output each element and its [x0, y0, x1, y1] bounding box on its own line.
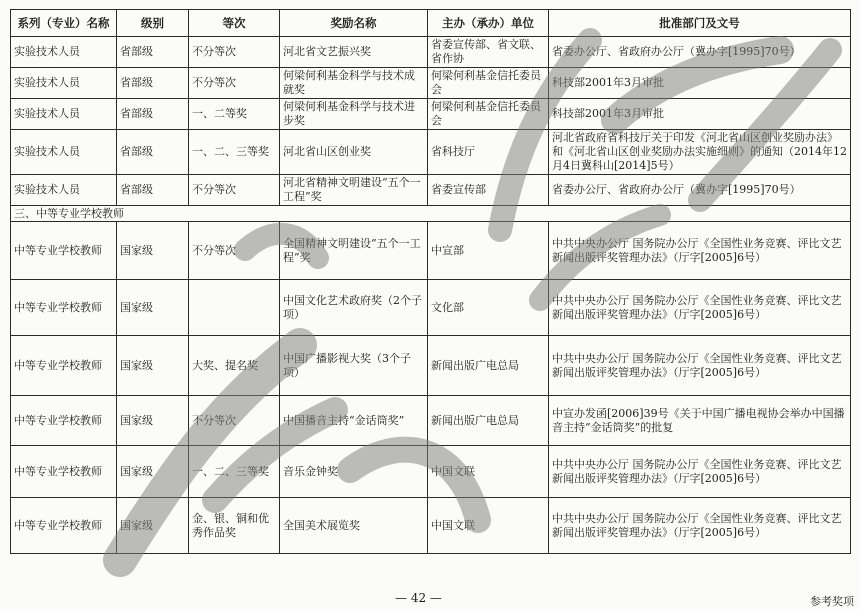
cell-approval: 中宣办发函[2006]39号《关于中国广播电视协会举办中国播音主持“金话筒奖”的批复 [549, 396, 851, 446]
cell-series: 中等专业学校教师 [11, 446, 117, 498]
cell-level: 省部级 [117, 68, 189, 99]
cell-award-name: 河北省文艺振兴奖 [280, 37, 428, 68]
cell-approval: 省委办公厅、省政府办公厅（冀办字[1995]70号） [549, 37, 851, 68]
table-section-header [11, 206, 851, 222]
cell-award-name: 全国美术展览奖 [280, 498, 428, 554]
cell-organizer: 中国文联 [428, 446, 549, 498]
header-row [11, 10, 851, 37]
cell-approval: 中共中央办公厅 国务院办公厅《全国性业务竞赛、评比文艺新闻出版评奖管理办法》（厅字[2005]6号） [549, 498, 851, 554]
cell-award-name: 何梁何利基金科学与技术进步奖 [280, 99, 428, 130]
cell-organizer: 中宣部 [428, 222, 549, 280]
cell-grade: 金、银、铜和优秀作品奖 [189, 498, 280, 554]
cell-award-name: 何梁何利基金科学与技术成就奖 [280, 68, 428, 99]
cell-series: 实验技术人员 [11, 130, 117, 175]
col-header-level: 级别 [117, 10, 189, 37]
cell-level: 国家级 [117, 280, 189, 336]
cell-approval: 科技部2001年3月审批 [549, 68, 851, 99]
cell-series: 中等专业学校教师 [11, 222, 117, 280]
cell-award-name: 中国广播影视大奖（3个子项） [280, 336, 428, 396]
cell-organizer: 省科技厅 [428, 130, 549, 175]
cell-approval: 中共中央办公厅 国务院办公厅《全国性业务竞赛、评比文艺新闻出版评奖管理办法》（厅字[2005]6号） [549, 280, 851, 336]
table-row [11, 37, 851, 68]
col-header-series: 系列（专业）名称 [11, 10, 117, 37]
table-row [11, 68, 851, 99]
cell-approval: 科技部2001年3月审批 [549, 99, 851, 130]
cell-approval: 中共中央办公厅 国务院办公厅《全国性业务竞赛、评比文艺新闻出版评奖管理办法》（厅字[2005]6号） [549, 336, 851, 396]
cell-grade: 不分等次 [189, 222, 280, 280]
cell-approval: 省委办公厅、省政府办公厅（冀办字[1995]70号） [549, 175, 851, 206]
cell-grade: 一、二、三等奖 [189, 130, 280, 175]
table-row [11, 446, 851, 498]
cell-award-name: 全国精神文明建设“五个一工程”奖 [280, 222, 428, 280]
section-row [11, 206, 851, 222]
page-number: — 42 — [395, 591, 442, 605]
cell-grade [189, 280, 280, 336]
cell-award-name: 河北省精神文明建设“五个一工程”奖 [280, 175, 428, 206]
col-header-approval: 批准部门及文号 [549, 10, 851, 37]
cell-series: 实验技术人员 [11, 175, 117, 206]
cell-award-name: 音乐金钟奖 [280, 446, 428, 498]
cell-level: 国家级 [117, 498, 189, 554]
cell-grade: 一、二等奖 [189, 99, 280, 130]
cell-level: 省部级 [117, 37, 189, 68]
table-body-lab-staff [11, 37, 851, 206]
cell-award-name: 河北省山区创业奖 [280, 130, 428, 175]
cell-organizer: 何梁何利基金信托委员会 [428, 99, 549, 130]
cell-organizer: 新闻出版广电总局 [428, 336, 549, 396]
cell-level: 省部级 [117, 99, 189, 130]
col-header-grade: 等次 [189, 10, 280, 37]
cell-level: 省部级 [117, 130, 189, 175]
cell-award-name: 中国播音主持“金话筒奖” [280, 396, 428, 446]
table-row [11, 222, 851, 280]
cell-grade: 不分等次 [189, 37, 280, 68]
cell-organizer: 文化部 [428, 280, 549, 336]
table-row [11, 280, 851, 336]
cell-grade: 不分等次 [189, 396, 280, 446]
cell-series: 中等专业学校教师 [11, 280, 117, 336]
cell-organizer: 省委宣传部 [428, 175, 549, 206]
section-title: 三、中等专业学校教师 [11, 206, 851, 222]
cell-series: 中等专业学校教师 [11, 396, 117, 446]
cell-grade: 大奖、提名奖 [189, 336, 280, 396]
table-row [11, 336, 851, 396]
cell-level: 省部级 [117, 175, 189, 206]
cell-organizer: 何梁何利基金信托委员会 [428, 68, 549, 99]
cell-award-name: 中国文化艺术政府奖（2个子项） [280, 280, 428, 336]
page-footer [0, 590, 860, 609]
cell-series: 中等专业学校教师 [11, 498, 117, 554]
table-row [11, 175, 851, 206]
cell-level: 国家级 [117, 446, 189, 498]
cell-series: 实验技术人员 [11, 68, 117, 99]
cell-organizer: 省委宣传部、省文联、省作协 [428, 37, 549, 68]
awards-table-container [10, 9, 850, 554]
cell-organizer: 新闻出版广电总局 [428, 396, 549, 446]
table-row [11, 99, 851, 130]
cell-series: 中等专业学校教师 [11, 336, 117, 396]
cell-organizer: 中国文联 [428, 498, 549, 554]
cell-grade: 一、二、三等奖 [189, 446, 280, 498]
col-header-organizer: 主办（承办）单位 [428, 10, 549, 37]
cell-level: 国家级 [117, 222, 189, 280]
cell-level: 国家级 [117, 396, 189, 446]
table-row [11, 130, 851, 175]
cell-grade: 不分等次 [189, 68, 280, 99]
table-row [11, 396, 851, 446]
table-row [11, 498, 851, 554]
cell-approval: 中共中央办公厅 国务院办公厅《全国性业务竞赛、评比文艺新闻出版评奖管理办法》（厅字[2005]6号） [549, 222, 851, 280]
awards-table [10, 9, 851, 554]
cell-series: 实验技术人员 [11, 99, 117, 130]
cell-approval: 中共中央办公厅 国务院办公厅《全国性业务竞赛、评比文艺新闻出版评奖管理办法》（厅字[2005]6号） [549, 446, 851, 498]
cell-level: 国家级 [117, 336, 189, 396]
col-header-award-name: 奖励名称 [280, 10, 428, 37]
cell-approval: 河北省政府省科技厅关于印发《河北省山区创业奖励办法》和《河北省山区创业奖励办法实施细则》的通知（2014年12月4日冀科山[2014]5号） [549, 130, 851, 175]
table-body-secondary-teachers [11, 222, 851, 554]
section-tag: 参考奖项 [810, 595, 854, 608]
cell-series: 实验技术人员 [11, 37, 117, 68]
cell-grade: 不分等次 [189, 175, 280, 206]
